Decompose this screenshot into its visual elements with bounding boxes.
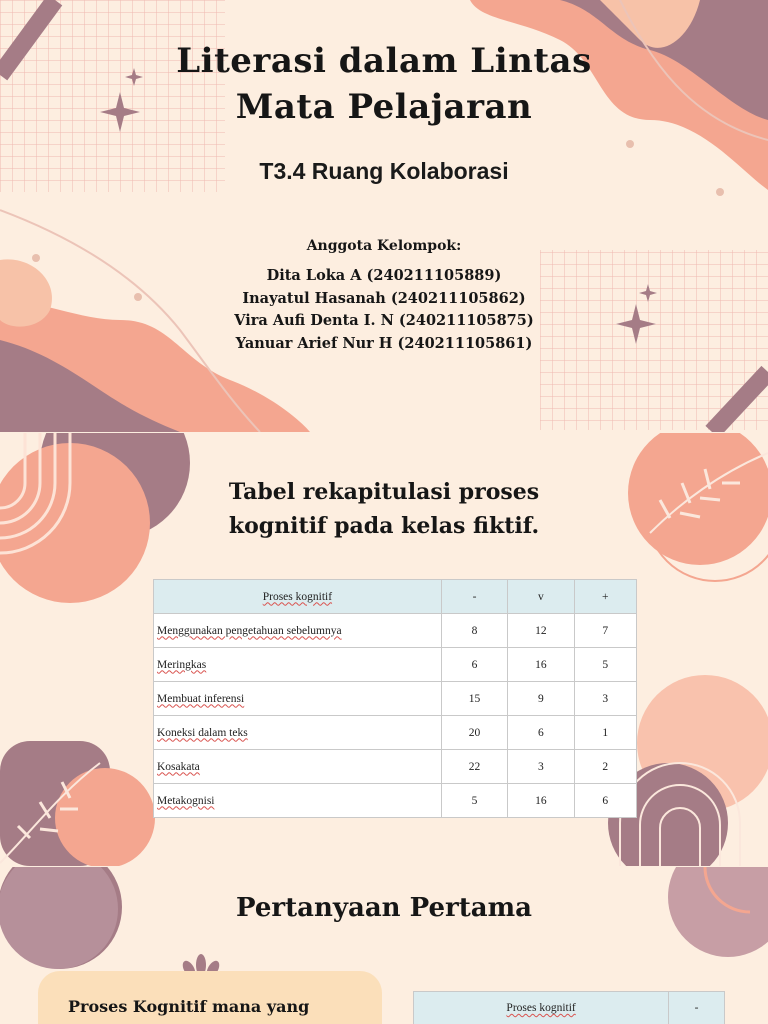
title-line-1: Literasi dalam Lintas: [176, 41, 592, 81]
slide-first-question: [0, 867, 768, 1024]
table-row: [154, 716, 637, 750]
header-minus: -: [441, 580, 507, 614]
table-row: [154, 614, 637, 648]
count-plus: 1: [574, 716, 636, 750]
count-check: 12: [508, 614, 574, 648]
presentation-subtitle: T3.4 Ruang Kolaborasi: [259, 158, 509, 184]
count-minus: 22: [441, 750, 507, 784]
slide-recap-table: [0, 433, 768, 866]
count-minus: 5: [441, 784, 507, 818]
header-minus: -: [669, 992, 725, 1024]
presentation-title: [0, 38, 768, 130]
count-minus: 15: [441, 682, 507, 716]
table-row: [154, 682, 637, 716]
question-card: [38, 971, 382, 1024]
header-plus: +: [574, 580, 636, 614]
title-line-2: Mata Pelajaran: [235, 87, 533, 127]
member-name: Inayatul Hasanah (240211105862): [242, 289, 526, 307]
process-name: Menggunakan pengetahuan sebelumnya: [154, 614, 442, 648]
count-plus: 7: [574, 614, 636, 648]
count-check: 16: [508, 784, 574, 818]
count-plus: 6: [574, 784, 636, 818]
count-plus: 3: [574, 682, 636, 716]
count-minus: 8: [441, 614, 507, 648]
member-name: Vira Aufi Denta I. N (240211105875): [234, 312, 534, 329]
table-header-row: [414, 992, 725, 1024]
count-plus: 2: [574, 750, 636, 784]
members-label: Anggota Kelompok:: [306, 238, 462, 254]
header-check: v: [508, 580, 574, 614]
table-row: [154, 784, 637, 818]
process-name: Metakognisi: [154, 784, 442, 818]
member-list: [0, 236, 768, 355]
count-minus: 20: [441, 716, 507, 750]
member-name: Dita Loka A (240211105889): [266, 267, 502, 284]
process-name: Meringkas: [154, 648, 442, 682]
slide-heading: [150, 475, 618, 543]
table-row: [154, 648, 637, 682]
recap-table-preview: [413, 991, 725, 1024]
count-plus: 5: [574, 648, 636, 682]
count-check: 6: [508, 716, 574, 750]
count-check: 3: [508, 750, 574, 784]
table-header-row: [154, 580, 637, 614]
heading-line-2: kognitif pada kelas fiktif.: [228, 513, 540, 539]
process-name: Kosakata: [154, 750, 442, 784]
count-minus: 6: [441, 648, 507, 682]
header-process: Proses kognitif: [154, 580, 442, 614]
slide-heading: Pertanyaan Pertama: [236, 893, 532, 923]
table-row: [154, 750, 637, 784]
recap-table: [153, 579, 637, 818]
process-name: Membuat inferensi: [154, 682, 442, 716]
member-name: Yanuar Arief Nur H (240211105861): [235, 334, 533, 352]
heading-line-1: Tabel rekapitulasi proses: [228, 479, 540, 505]
question-text: Proses Kognitif mana yang: [68, 997, 310, 1016]
count-check: 9: [508, 682, 574, 716]
header-process: Proses kognitif: [414, 992, 669, 1024]
slide-title: [0, 0, 768, 432]
count-check: 16: [508, 648, 574, 682]
process-name: Koneksi dalam teks: [154, 716, 442, 750]
